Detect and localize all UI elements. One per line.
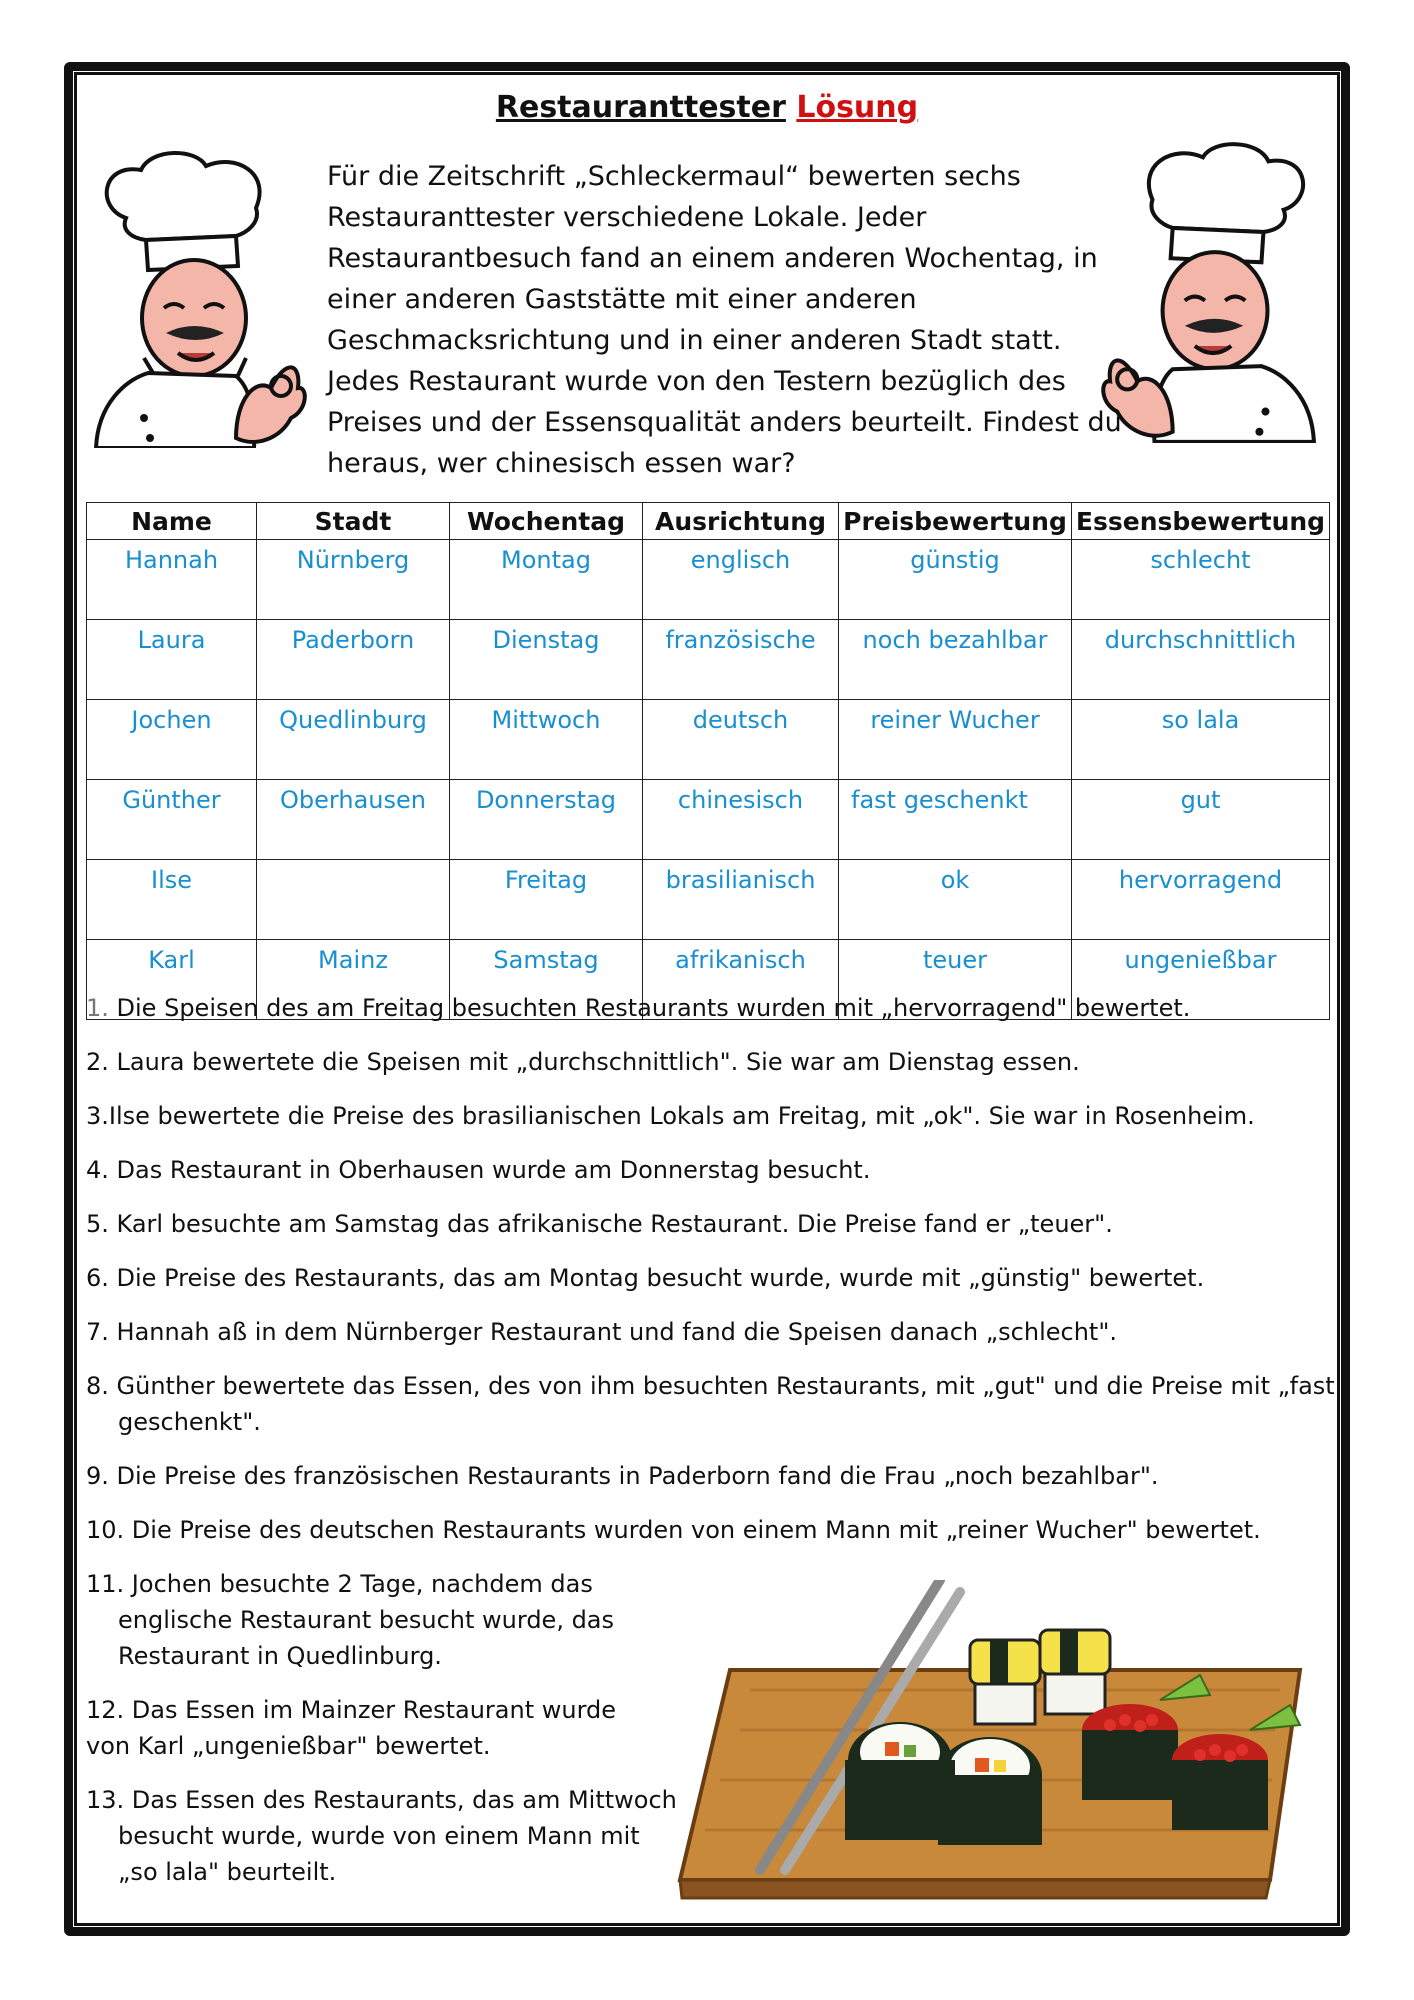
cell-preisbewertung: fast geschenkt <box>839 780 1072 860</box>
cell-essensbewertung: hervorragend <box>1072 860 1330 940</box>
cell-ausrichtung: chinesisch <box>643 780 839 860</box>
cell-preisbewertung: noch bezahlbar <box>839 620 1072 700</box>
clue-item <box>86 1044 1336 1080</box>
cell-wochentag: Samstag <box>450 940 643 1020</box>
clue-text: Die Preise des deutschen Restaurants wurden von einem Mann mit „reiner Wucher" bewertet. <box>124 1516 1261 1544</box>
intro-paragraph: Für die Zeitschrift „Schleckermaul“ bewerten sechs Restauranttester verschiedene Lokale. Jeder Restaurantbesuch fand an einem anderen Wochentag, in einer anderen Gaststätte mit einer anderen Geschmacksrichtung und in einer anderen Stadt statt. Jedes Restaurant wurde von den Testern bezüglich des Preises und der Essensqualität anders beurteilt. Findest du heraus, wer chinesisch essen war? <box>327 161 1122 479</box>
clue-number: 8. <box>86 1372 109 1400</box>
cell-essensbewertung: durchschnittlich <box>1072 620 1330 700</box>
clue-text: Jochen besuchte 2 Tage, nachdem das englische Restaurant besucht wurde, das Restaurant in Quedlinburg. <box>118 1570 615 1670</box>
clue-number: 9. <box>86 1462 109 1490</box>
header-ausrichtung: Ausrichtung <box>643 503 839 540</box>
solution-table <box>86 502 1330 1020</box>
header-essensbewertung: Essensbewertung <box>1072 503 1330 540</box>
cell-name: Karl <box>87 940 257 1020</box>
clue-text: Die Preise des Restaurants, das am Montag besucht wurde, wurde mit „günstig" bewertet. <box>108 1264 1205 1292</box>
clue-number: 3. <box>86 1102 109 1130</box>
cell-preisbewertung: teuer <box>839 940 1072 1020</box>
cell-ausrichtung: afrikanisch <box>643 940 839 1020</box>
clue-number: 2. <box>86 1048 109 1076</box>
clue-number: 7. <box>86 1318 109 1346</box>
clue-item <box>86 1512 1336 1548</box>
table-row <box>87 780 1330 860</box>
clue-text: Das Restaurant in Oberhausen wurde am Donnerstag besucht. <box>108 1156 871 1184</box>
table-row <box>87 620 1330 700</box>
clue-number: 13. <box>86 1786 125 1814</box>
clue-item <box>86 1098 1336 1134</box>
cell-name: Günther <box>87 780 257 860</box>
clue-text: Die Preise des französischen Restaurants in Paderborn fand die Frau „noch bezahlbar". <box>108 1462 1159 1490</box>
worksheet-title <box>0 90 1414 125</box>
clue-text: Ilse bewertete die Preise des brasilianischen Lokals am Freitag, mit „ok". Sie war in Rosenheim. <box>108 1102 1255 1130</box>
clue-text: Das Essen im Mainzer Restaurant wurde von Karl „ungenießbar" bewertet. <box>86 1696 617 1760</box>
clue-number: 11. <box>86 1570 125 1598</box>
cell-preisbewertung: reiner Wucher <box>839 700 1072 780</box>
clue-item <box>86 1566 678 1674</box>
clue-number: 4. <box>86 1156 109 1184</box>
header-preisbewertung: Preisbewertung <box>839 503 1072 540</box>
table-header-row <box>87 503 1330 540</box>
cell-ausrichtung: deutsch <box>643 700 839 780</box>
chef-right-illustration <box>1098 138 1324 443</box>
clue-item <box>86 1458 1336 1494</box>
cell-ausrichtung: englisch <box>643 540 839 620</box>
clue-item <box>86 1692 646 1764</box>
clue-number: 1. <box>86 994 109 1022</box>
table-row <box>87 540 1330 620</box>
clue-text: Hannah aß in dem Nürnberger Restaurant und fand die Speisen danach „schlecht". <box>108 1318 1117 1346</box>
cell-name: Jochen <box>87 700 257 780</box>
cell-name: Hannah <box>87 540 257 620</box>
cell-ausrichtung: französische <box>643 620 839 700</box>
header-name: Name <box>87 503 257 540</box>
table-row <box>87 700 1330 780</box>
cell-essensbewertung: gut <box>1072 780 1330 860</box>
clue-item <box>86 1368 1336 1440</box>
cell-name: Laura <box>87 620 257 700</box>
clue-number: 12. <box>86 1696 125 1724</box>
table-row <box>87 860 1330 940</box>
cell-essensbewertung: schlecht <box>1072 540 1330 620</box>
cell-stadt: Mainz <box>257 940 450 1020</box>
clue-number: 6. <box>86 1264 109 1292</box>
cell-essensbewertung: so lala <box>1072 700 1330 780</box>
title-main: Restauranttester <box>495 90 786 125</box>
cell-stadt: Nürnberg <box>257 540 450 620</box>
clue-text: Das Essen des Restaurants, das am Mittwoch besucht wurde, wurde von einem Mann mit „so lala" beurteilt. <box>118 1786 677 1886</box>
cell-wochentag: Donnerstag <box>450 780 643 860</box>
clue-text: Günther bewertete das Essen, des von ihm besuchten Restaurants, mit „gut" und die Preise mit „fast geschenkt". <box>108 1372 1335 1436</box>
clue-item <box>86 1260 1336 1296</box>
cell-wochentag: Montag <box>450 540 643 620</box>
cell-stadt: Oberhausen <box>257 780 450 860</box>
cell-stadt <box>257 860 450 940</box>
clue-item <box>86 1314 1336 1350</box>
clue-text: Die Speisen des am Freitag besuchten Restaurants wurden mit „hervorragend" bewertet. <box>108 994 1191 1022</box>
clue-number: 5. <box>86 1210 109 1238</box>
cell-stadt: Paderborn <box>257 620 450 700</box>
clue-number: 10. <box>86 1516 125 1544</box>
clue-text: Karl besuchte am Samstag das afrikanische Restaurant. Die Preise fand er „teuer". <box>108 1210 1113 1238</box>
clue-item <box>86 1782 678 1890</box>
title-solution: Lösung <box>796 90 919 125</box>
cell-stadt: Quedlinburg <box>257 700 450 780</box>
chef-left-illustration <box>86 148 310 448</box>
cell-preisbewertung: ok <box>839 860 1072 940</box>
header-wochentag: Wochentag <box>450 503 643 540</box>
clue-item <box>86 990 1336 1026</box>
cell-essensbewertung: ungenießbar <box>1072 940 1330 1020</box>
sushi-board-illustration <box>660 1580 1320 1900</box>
clue-item <box>86 1206 1336 1242</box>
cell-wochentag: Dienstag <box>450 620 643 700</box>
cell-wochentag: Mittwoch <box>450 700 643 780</box>
clue-item <box>86 1152 1336 1188</box>
cell-preisbewertung: günstig <box>839 540 1072 620</box>
header-stadt: Stadt <box>257 503 450 540</box>
clue-text: Laura bewertete die Speisen mit „durchschnittlich". Sie war am Dienstag essen. <box>108 1048 1080 1076</box>
cell-wochentag: Freitag <box>450 860 643 940</box>
cell-name: Ilse <box>87 860 257 940</box>
cell-ausrichtung: brasilianisch <box>643 860 839 940</box>
